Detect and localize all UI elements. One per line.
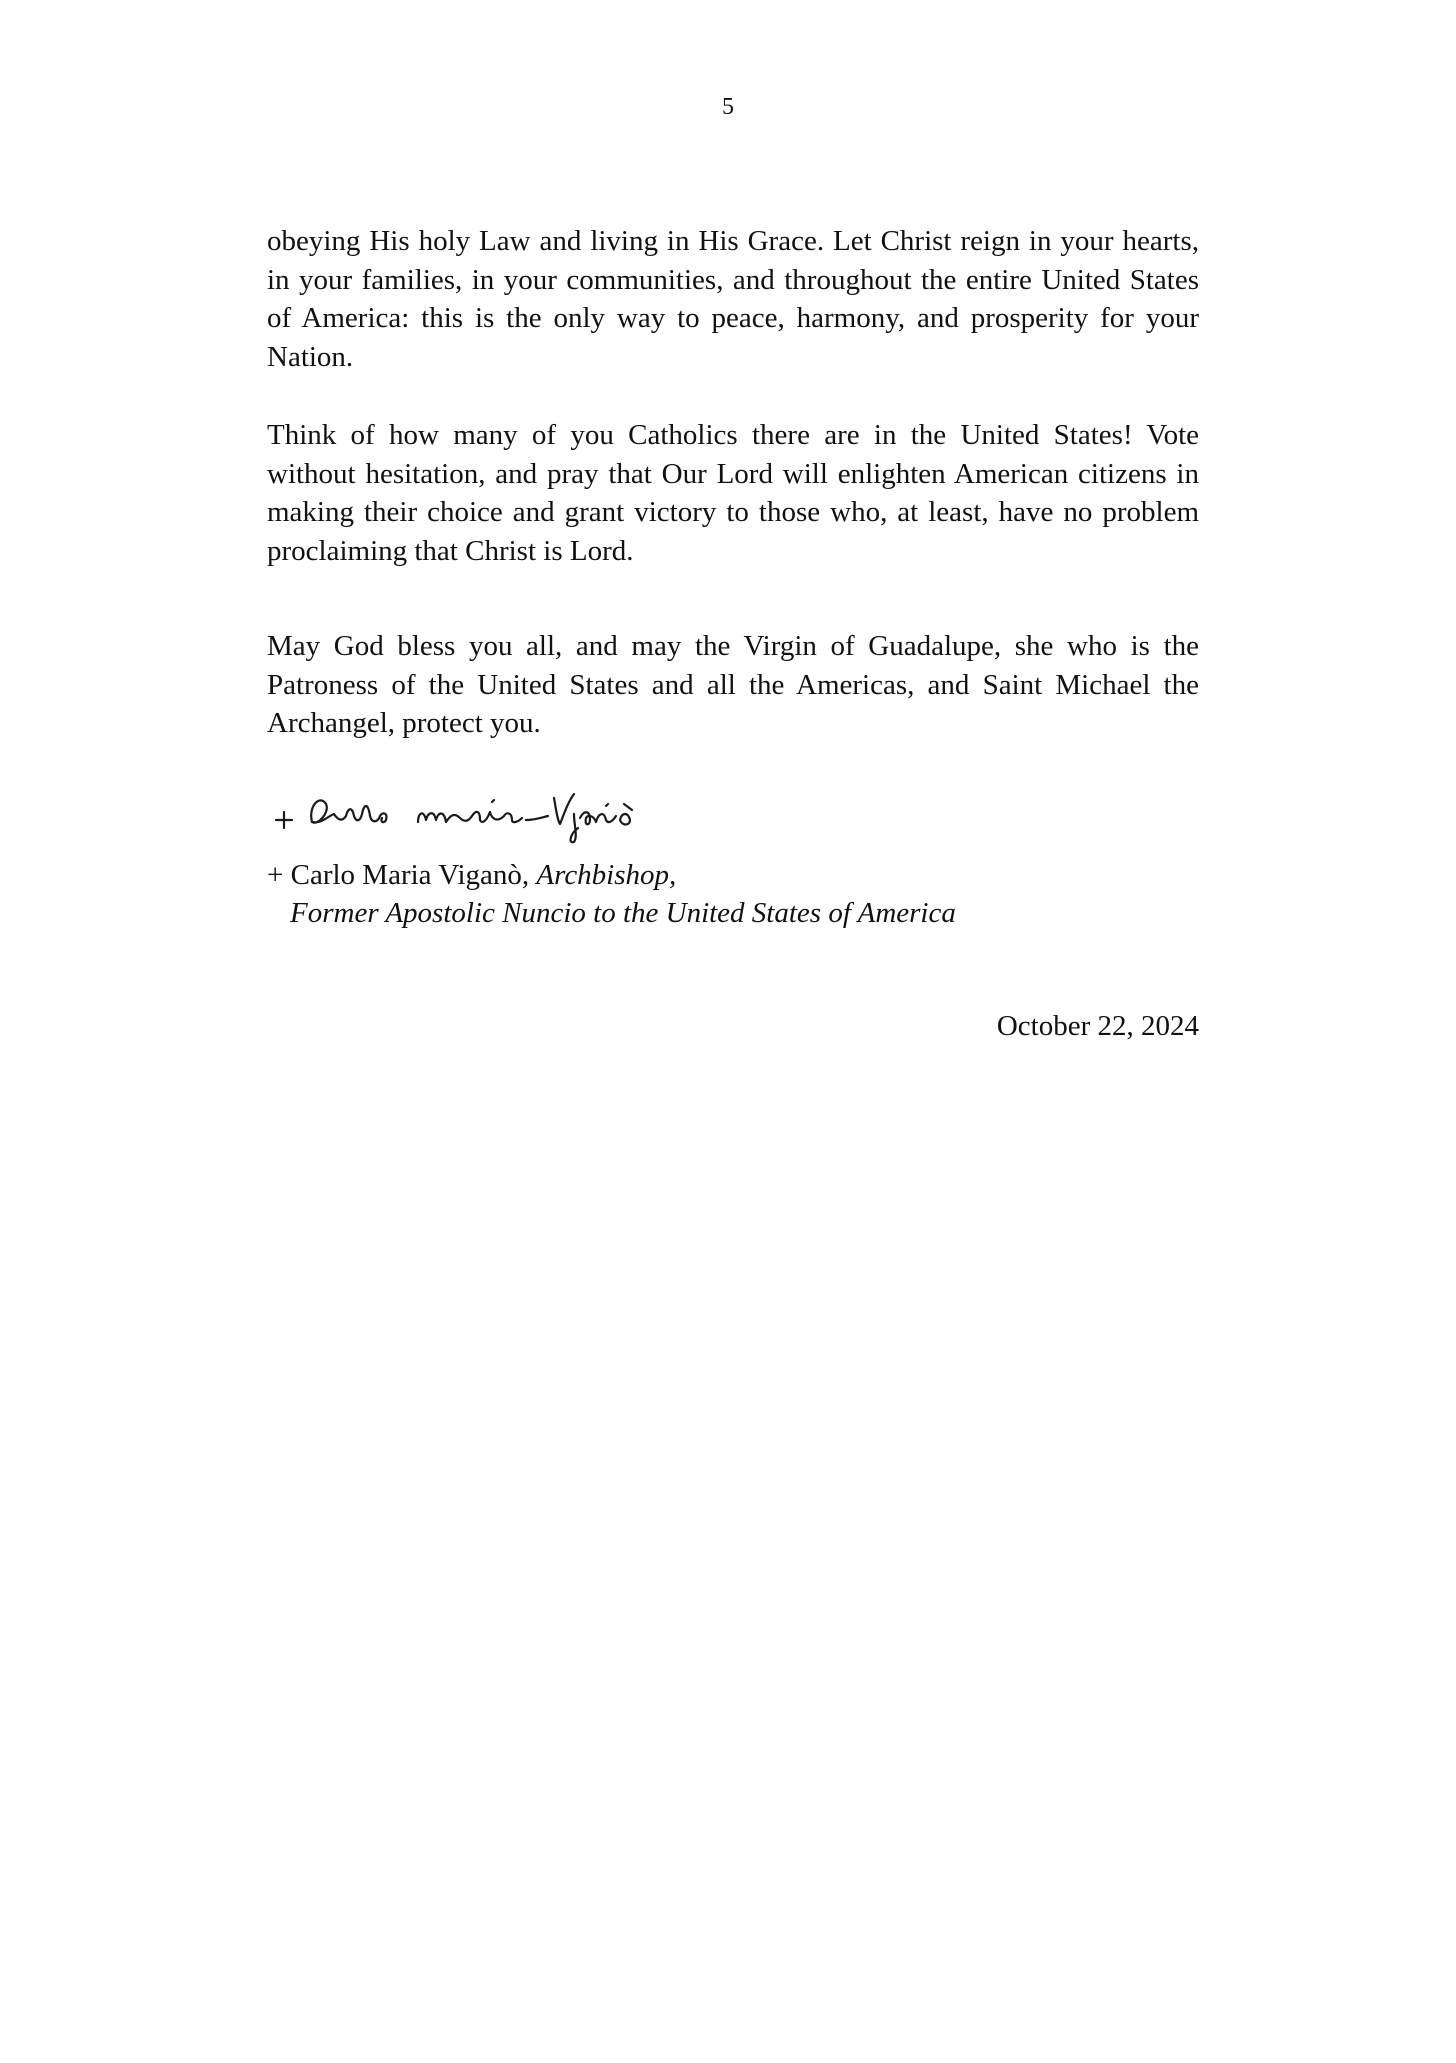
paragraph-blessing: May God bless you all, and may the Virgin of Guadalupe, she who is the Patroness of the United States and all the Americas, and Saint Michael the Archangel, protect you.	[267, 630, 1199, 739]
signer-name: + Carlo Maria Viganò,	[267, 859, 530, 891]
paragraph-closing-exhortation: obeying His holy Law and living in His Grace. Let Christ reign in your hearts, in your families, in your communities, and throughout the entire United States of America: this is the only way to peace, harmony, and prosperity for your Nation.	[267, 225, 1199, 373]
signer-title: Archbishop,	[536, 859, 677, 891]
letter-date: October 22, 2024	[996, 1010, 1199, 1042]
signer-role: Former Apostolic Nuncio to the United States of America	[290, 897, 956, 929]
paragraph-vote-appeal: Think of how many of you Catholics there are in the United States! Vote without hesitation, and pray that Our Lord will enlighten American citizens in making their choice and grant victory to those who, at least, have no problem proclaiming that Christ is Lord.	[267, 419, 1199, 567]
page-number: 5	[722, 94, 734, 120]
signer-line	[267, 856, 676, 895]
handwritten-signature	[268, 776, 748, 848]
